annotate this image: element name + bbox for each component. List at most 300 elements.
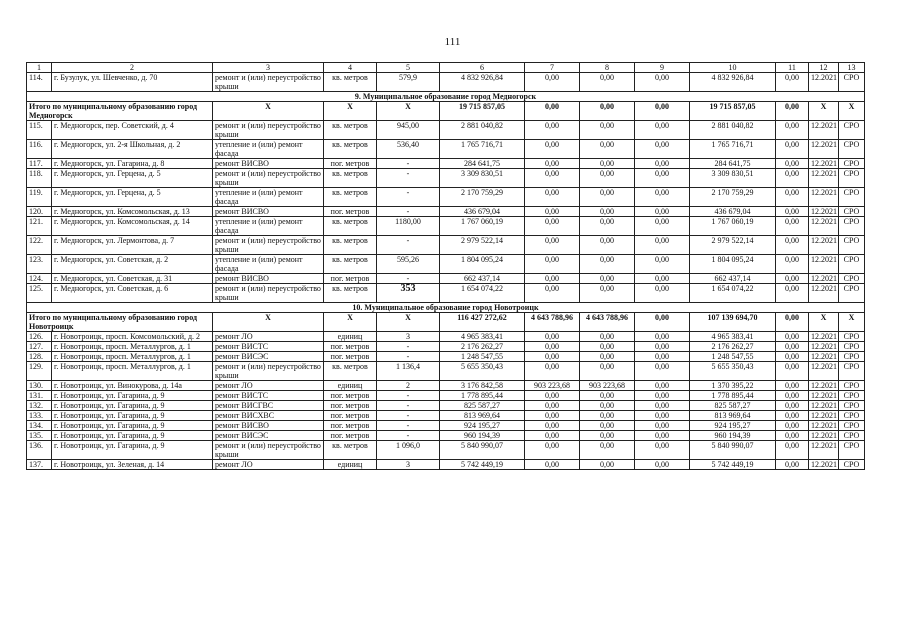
col8-value: 0,00 (580, 159, 635, 169)
address: г. Новотроицк, ул. Гагарина, д. 9 (52, 431, 213, 441)
column-number: 7 (525, 63, 580, 73)
total-label: Итого по муниципальному образованию город Новотроицк (27, 313, 213, 332)
col9-value: 0,00 (635, 352, 690, 362)
col9-value: 0,00 (635, 207, 690, 217)
total-cost: 4 965 383,41 (440, 332, 525, 342)
page-number: 111 (444, 36, 461, 48)
table-row (27, 352, 865, 362)
contractor-type: СРО (839, 188, 865, 207)
col11-value: 0,00 (776, 411, 809, 421)
contractor-type: СРО (839, 236, 865, 255)
col10-value: 5 742 449,19 (690, 460, 776, 470)
col7-value: 0,00 (525, 274, 580, 284)
quantity: - (377, 421, 440, 431)
unit: кв. метров (324, 169, 377, 188)
col9-value: 0,00 (635, 159, 690, 169)
col11-value: 0,00 (776, 431, 809, 441)
contractor-type: СРО (839, 460, 865, 470)
address: г. Медногорск, ул. Гагарина, д. 8 (52, 159, 213, 169)
total-cost: 1 654 074,22 (440, 284, 525, 303)
col7-value: 0,00 (525, 159, 580, 169)
quantity: 595,26 (377, 255, 440, 274)
col8-value: 0,00 (580, 460, 635, 470)
unit: пог. метров (324, 159, 377, 169)
col7-value: 0,00 (525, 73, 580, 92)
address: г. Медногорск, ул. Комсомольская, д. 14 (52, 217, 213, 236)
col9-value: 0,00 (635, 274, 690, 284)
col9-value: 0,00 (635, 284, 690, 303)
col11-value: 0,00 (776, 73, 809, 92)
work-type: ремонт и (или) переустройство крыши (213, 236, 324, 255)
total-col11: 0,00 (776, 313, 809, 332)
contractor-type: СРО (839, 169, 865, 188)
col8-value: 0,00 (580, 236, 635, 255)
col11-value: 0,00 (776, 236, 809, 255)
work-type: ремонт ВИСТС (213, 342, 324, 352)
col11-value: 0,00 (776, 381, 809, 391)
total-qty-x: X (377, 313, 440, 332)
unit: пог. метров (324, 352, 377, 362)
unit: пог. метров (324, 342, 377, 352)
row-number: 123. (27, 255, 52, 274)
table-row (27, 159, 865, 169)
unit: единиц (324, 332, 377, 342)
address: г. Медногорск, ул. Советская, д. 6 (52, 284, 213, 303)
contractor-type: СРО (839, 352, 865, 362)
table-row (27, 274, 865, 284)
col9-value: 0,00 (635, 236, 690, 255)
table-row (27, 332, 865, 342)
table-row (27, 421, 865, 431)
col8-value: 0,00 (580, 188, 635, 207)
row-number: 117. (27, 159, 52, 169)
total-cost: 436 679,04 (440, 207, 525, 217)
section-total-row (27, 102, 865, 121)
table-body (27, 63, 865, 470)
row-number: 131. (27, 391, 52, 401)
col9-value: 0,00 (635, 411, 690, 421)
total-spo-x: X (839, 102, 865, 121)
work-type: ремонт ВИСВО (213, 207, 324, 217)
table-row (27, 255, 865, 274)
row-number: 120. (27, 207, 52, 217)
work-type: ремонт ЛО (213, 381, 324, 391)
total-spo-x: X (839, 313, 865, 332)
completion-date: 12.2021 (809, 401, 839, 411)
col7-value: 0,00 (525, 332, 580, 342)
address: г. Новотроицк, просп. Комсомольский, д. 2 (52, 332, 213, 342)
col11-value: 0,00 (776, 342, 809, 352)
col10-value: 2 979 522,14 (690, 236, 776, 255)
col10-value: 2 176 262,27 (690, 342, 776, 352)
total-cost: 662 437,14 (440, 274, 525, 284)
col9-value: 0,00 (635, 401, 690, 411)
col11-value: 0,00 (776, 284, 809, 303)
work-type: ремонт ВИСТС (213, 391, 324, 401)
unit: пог. метров (324, 431, 377, 441)
total-col7: 4 643 788,96 (525, 313, 580, 332)
total-work-x: X (213, 313, 324, 332)
address: г. Новотроицк, просп. Металлургов, д. 1 (52, 352, 213, 362)
completion-date: 12.2021 (809, 460, 839, 470)
quantity: - (377, 169, 440, 188)
table-row (27, 391, 865, 401)
col8-value: 0,00 (580, 352, 635, 362)
total-date-x: X (809, 313, 839, 332)
column-number: 13 (839, 63, 865, 73)
work-type: утепление и (или) ремонт фасада (213, 188, 324, 207)
col7-value: 0,00 (525, 255, 580, 274)
col10-value: 1 765 716,71 (690, 140, 776, 159)
col10-value: 1 778 895,44 (690, 391, 776, 401)
col10-value: 4 965 383,41 (690, 332, 776, 342)
unit: кв. метров (324, 73, 377, 92)
col7-value: 0,00 (525, 188, 580, 207)
completion-date: 12.2021 (809, 431, 839, 441)
section-title: 9. Муниципальное образование город Медногорск (27, 92, 865, 102)
completion-date: 12.2021 (809, 411, 839, 421)
total-cost: 1 804 095,24 (440, 255, 525, 274)
work-type: ремонт ВИСВО (213, 421, 324, 431)
contractor-type: СРО (839, 73, 865, 92)
col11-value: 0,00 (776, 460, 809, 470)
col9-value: 0,00 (635, 421, 690, 431)
col9-value: 0,00 (635, 342, 690, 352)
col8-value: 0,00 (580, 391, 635, 401)
col7-value: 0,00 (525, 342, 580, 352)
col8-value: 0,00 (580, 284, 635, 303)
contractor-type: СРО (839, 441, 865, 460)
address: г. Новотроицк, ул. Гагарина, д. 9 (52, 411, 213, 421)
column-number: 5 (377, 63, 440, 73)
row-number: 119. (27, 188, 52, 207)
total-col8: 0,00 (580, 102, 635, 121)
quantity: 1 136,4 (377, 362, 440, 381)
col11-value: 0,00 (776, 159, 809, 169)
col7-value: 0,00 (525, 217, 580, 236)
col10-value: 813 969,64 (690, 411, 776, 421)
address: г. Новотроицк, ул. Гагарина, д. 9 (52, 391, 213, 401)
col10-value: 924 195,27 (690, 421, 776, 431)
row-number: 125. (27, 284, 52, 303)
contractor-type: СРО (839, 274, 865, 284)
completion-date: 12.2021 (809, 121, 839, 140)
completion-date: 12.2021 (809, 421, 839, 431)
total-col9: 0,00 (635, 313, 690, 332)
col7-value: 0,00 (525, 401, 580, 411)
row-number: 126. (27, 332, 52, 342)
col8-value: 0,00 (580, 121, 635, 140)
col8-value: 0,00 (580, 411, 635, 421)
address: г. Медногорск, ул. Герцена, д. 5 (52, 188, 213, 207)
row-number: 121. (27, 217, 52, 236)
address: г. Медногорск, ул. Советская, д. 2 (52, 255, 213, 274)
table-row (27, 217, 865, 236)
col11-value: 0,00 (776, 217, 809, 236)
contractor-type: СРО (839, 421, 865, 431)
completion-date: 12.2021 (809, 441, 839, 460)
contractor-type: СРО (839, 140, 865, 159)
column-number: 8 (580, 63, 635, 73)
total-cost: 2 170 759,29 (440, 188, 525, 207)
column-number: 11 (776, 63, 809, 73)
col11-value: 0,00 (776, 421, 809, 431)
quantity: 353 (377, 284, 440, 303)
col10-value: 1 804 095,24 (690, 255, 776, 274)
col8-value: 0,00 (580, 169, 635, 188)
total-col7: 0,00 (525, 102, 580, 121)
col10-value: 960 194,39 (690, 431, 776, 441)
completion-date: 12.2021 (809, 391, 839, 401)
row-number: 137. (27, 460, 52, 470)
col9-value: 0,00 (635, 73, 690, 92)
unit: пог. метров (324, 401, 377, 411)
total-cost: 1 767 060,19 (440, 217, 525, 236)
unit: пог. метров (324, 207, 377, 217)
column-number: 6 (440, 63, 525, 73)
col7-value: 0,00 (525, 236, 580, 255)
col10-value: 1 248 547,55 (690, 352, 776, 362)
quantity: - (377, 236, 440, 255)
col8-value: 0,00 (580, 207, 635, 217)
section-total-row (27, 313, 865, 332)
col11-value: 0,00 (776, 352, 809, 362)
total-cost: 3 176 842,58 (440, 381, 525, 391)
quantity: 536,40 (377, 140, 440, 159)
row-number: 116. (27, 140, 52, 159)
completion-date: 12.2021 (809, 188, 839, 207)
address: г. Медногорск, ул. Лермонтова, д. 7 (52, 236, 213, 255)
total-cost: 1 765 716,71 (440, 140, 525, 159)
table-row (27, 284, 865, 303)
work-type: ремонт и (или) переустройство крыши (213, 284, 324, 303)
table-row (27, 169, 865, 188)
col9-value: 0,00 (635, 460, 690, 470)
table-row (27, 140, 865, 159)
unit: единиц (324, 460, 377, 470)
row-number: 132. (27, 401, 52, 411)
col7-value: 0,00 (525, 284, 580, 303)
contractor-type: СРО (839, 207, 865, 217)
unit: кв. метров (324, 441, 377, 460)
contractor-type: СРО (839, 217, 865, 236)
col7-value: 0,00 (525, 391, 580, 401)
column-number: 12 (809, 63, 839, 73)
address: г. Новотроицк, ул. Гагарина, д. 9 (52, 441, 213, 460)
quantity: - (377, 274, 440, 284)
row-number: 124. (27, 274, 52, 284)
work-type: ремонт ВИСЭС (213, 352, 324, 362)
col9-value: 0,00 (635, 362, 690, 381)
unit: пог. метров (324, 391, 377, 401)
completion-date: 12.2021 (809, 381, 839, 391)
contractor-type: СРО (839, 255, 865, 274)
col11-value: 0,00 (776, 362, 809, 381)
unit: кв. метров (324, 236, 377, 255)
total-cost: 924 195,27 (440, 421, 525, 431)
col10-value: 5 840 990,07 (690, 441, 776, 460)
col7-value: 0,00 (525, 411, 580, 421)
col8-value: 0,00 (580, 140, 635, 159)
completion-date: 12.2021 (809, 207, 839, 217)
address: г. Медногорск, ул. 2-я Школьная, д. 2 (52, 140, 213, 159)
total-cost: 5 742 449,19 (440, 460, 525, 470)
col7-value: 0,00 (525, 421, 580, 431)
table-row (27, 431, 865, 441)
contractor-type: СРО (839, 362, 865, 381)
col8-value: 0,00 (580, 401, 635, 411)
quantity: - (377, 159, 440, 169)
col10-value: 662 437,14 (690, 274, 776, 284)
col9-value: 0,00 (635, 391, 690, 401)
total-col10: 107 139 694,70 (690, 313, 776, 332)
total-cost: 3 309 830,51 (440, 169, 525, 188)
quantity: 3 (377, 460, 440, 470)
column-number: 2 (52, 63, 213, 73)
contractor-type: СРО (839, 332, 865, 342)
col11-value: 0,00 (776, 274, 809, 284)
work-type: ремонт ВИСГВС (213, 401, 324, 411)
completion-date: 12.2021 (809, 352, 839, 362)
total-cost: 1 778 895,44 (440, 391, 525, 401)
unit: пог. метров (324, 274, 377, 284)
row-number: 118. (27, 169, 52, 188)
contractor-type: СРО (839, 391, 865, 401)
col7-value: 0,00 (525, 352, 580, 362)
contractor-type: СРО (839, 431, 865, 441)
completion-date: 12.2021 (809, 169, 839, 188)
col7-value: 0,00 (525, 441, 580, 460)
total-col10: 19 715 857,05 (690, 102, 776, 121)
completion-date: 12.2021 (809, 255, 839, 274)
total-col8: 4 643 788,96 (580, 313, 635, 332)
work-type: утепление и (или) ремонт фасада (213, 255, 324, 274)
total-cost: 5 655 350,43 (440, 362, 525, 381)
col8-value: 903 223,68 (580, 381, 635, 391)
completion-date: 12.2021 (809, 274, 839, 284)
work-type: ремонт ВИСВО (213, 159, 324, 169)
completion-date: 12.2021 (809, 284, 839, 303)
col7-value: 0,00 (525, 362, 580, 381)
total-work-x: X (213, 102, 324, 121)
completion-date: 12.2021 (809, 342, 839, 352)
col10-value: 5 655 350,43 (690, 362, 776, 381)
col11-value: 0,00 (776, 255, 809, 274)
total-cost: 4 832 926,84 (440, 73, 525, 92)
col10-value: 3 309 830,51 (690, 169, 776, 188)
table-row (27, 362, 865, 381)
total-cost: 2 979 522,14 (440, 236, 525, 255)
work-type: ремонт и (или) переустройство крыши (213, 362, 324, 381)
section-title: 10. Муниципальное образование город Новотроицк (27, 303, 865, 313)
col10-value: 436 679,04 (690, 207, 776, 217)
address: г. Медногорск, ул. Комсомольская, д. 13 (52, 207, 213, 217)
work-type: ремонт ЛО (213, 460, 324, 470)
total-qty-x: X (377, 102, 440, 121)
quantity: 3 (377, 332, 440, 342)
col9-value: 0,00 (635, 217, 690, 236)
col9-value: 0,00 (635, 381, 690, 391)
capital-repair-register-table (26, 62, 865, 470)
address: г. Новотроицк, ул. Зеленая, д. 14 (52, 460, 213, 470)
work-type: ремонт и (или) переустройство крыши (213, 121, 324, 140)
work-type: утепление и (или) ремонт фасада (213, 217, 324, 236)
row-number: 122. (27, 236, 52, 255)
contractor-type: СРО (839, 342, 865, 352)
quantity: - (377, 391, 440, 401)
total-cost: 960 194,39 (440, 431, 525, 441)
col10-value: 1 654 074,22 (690, 284, 776, 303)
quantity: 945,00 (377, 121, 440, 140)
unit: единиц (324, 381, 377, 391)
completion-date: 12.2021 (809, 73, 839, 92)
quantity: 1 096,0 (377, 441, 440, 460)
col10-value: 825 587,27 (690, 401, 776, 411)
col8-value: 0,00 (580, 274, 635, 284)
quantity: - (377, 207, 440, 217)
work-type: ремонт ВИСВО (213, 274, 324, 284)
contractor-type: СРО (839, 159, 865, 169)
section-header-row (27, 92, 865, 102)
total-cost: 19 715 857,05 (440, 102, 525, 121)
address: г. Медногорск, ул. Советская, д. 31 (52, 274, 213, 284)
work-type: ремонт и (или) переустройство крыши (213, 441, 324, 460)
col7-value: 0,00 (525, 140, 580, 159)
column-number: 3 (213, 63, 324, 73)
col9-value: 0,00 (635, 332, 690, 342)
work-type: ремонт и (или) переустройство крыши (213, 73, 324, 92)
work-type: ремонт ВИСЭС (213, 431, 324, 441)
contractor-type: СРО (839, 121, 865, 140)
quantity: - (377, 431, 440, 441)
total-cost: 825 587,27 (440, 401, 525, 411)
work-type: утепление и (или) ремонт фасада (213, 140, 324, 159)
address: г. Новотроицк, просп. Металлургов, д. 1 (52, 342, 213, 352)
completion-date: 12.2021 (809, 217, 839, 236)
address: г. Новотроицк, ул. Гагарина, д. 9 (52, 421, 213, 431)
col8-value: 0,00 (580, 431, 635, 441)
row-number: 115. (27, 121, 52, 140)
completion-date: 12.2021 (809, 332, 839, 342)
contractor-type: СРО (839, 284, 865, 303)
row-number: 134. (27, 421, 52, 431)
contractor-type: СРО (839, 411, 865, 421)
table-row (27, 73, 865, 92)
total-cost: 1 248 547,55 (440, 352, 525, 362)
col11-value: 0,00 (776, 332, 809, 342)
work-type: ремонт и (или) переустройство крыши (213, 169, 324, 188)
row-number: 114. (27, 73, 52, 92)
total-cost: 813 969,64 (440, 411, 525, 421)
table-row (27, 441, 865, 460)
table-row (27, 381, 865, 391)
col10-value: 4 832 926,84 (690, 73, 776, 92)
total-cost: 2 176 262,27 (440, 342, 525, 352)
column-number: 9 (635, 63, 690, 73)
unit: кв. метров (324, 284, 377, 303)
col8-value: 0,00 (580, 421, 635, 431)
quantity: - (377, 188, 440, 207)
col7-value: 0,00 (525, 207, 580, 217)
quantity: 1180,00 (377, 217, 440, 236)
total-unit-x: X (324, 102, 377, 121)
quantity: 579,9 (377, 73, 440, 92)
column-number: 1 (27, 63, 52, 73)
total-col11: 0,00 (776, 102, 809, 121)
col8-value: 0,00 (580, 73, 635, 92)
completion-date: 12.2021 (809, 236, 839, 255)
col11-value: 0,00 (776, 121, 809, 140)
